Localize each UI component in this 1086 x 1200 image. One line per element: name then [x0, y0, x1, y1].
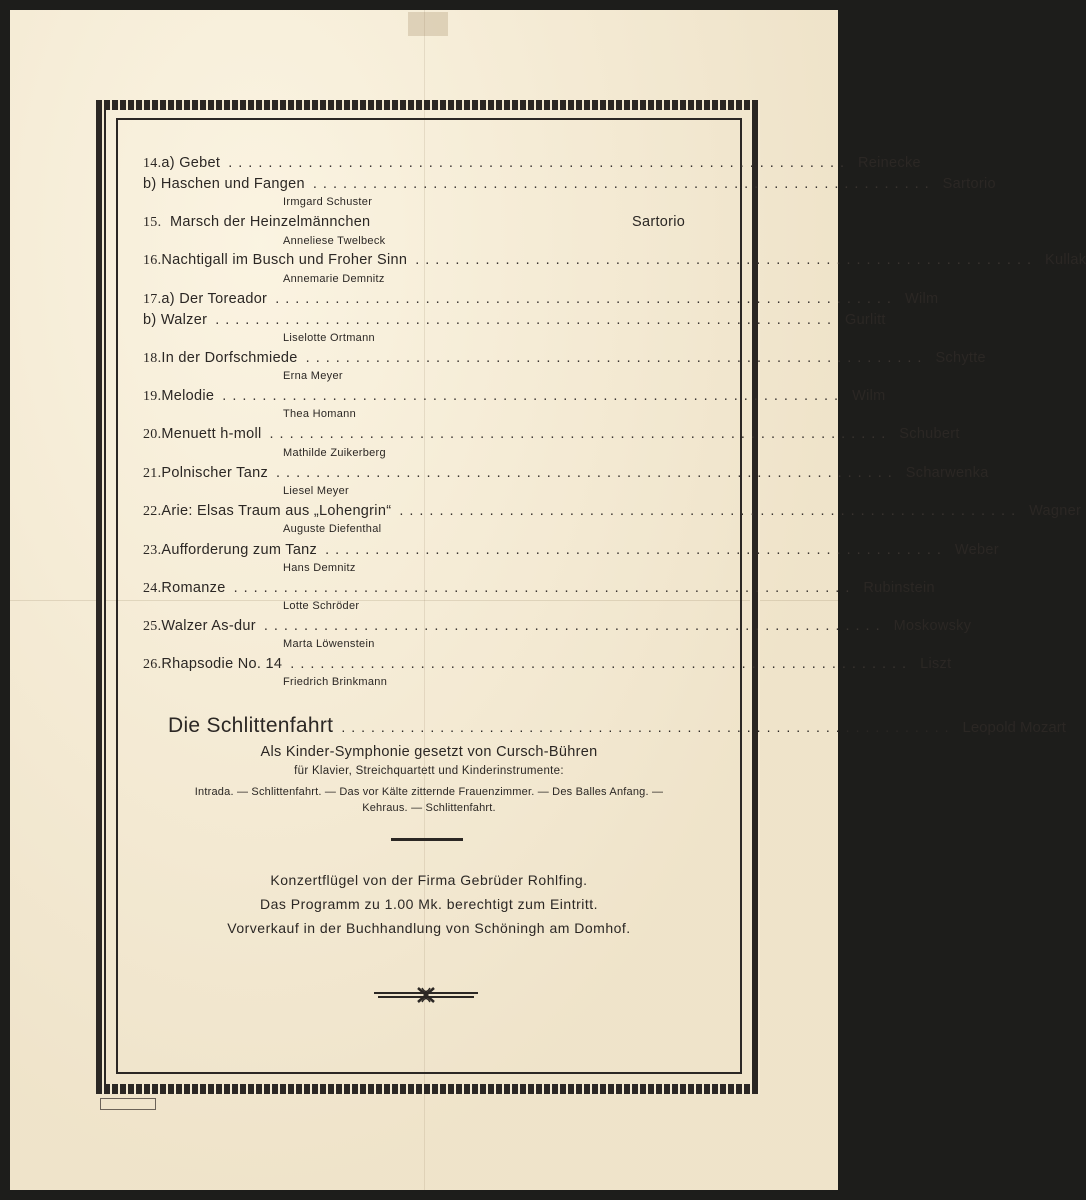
performer: Lotte Schröder [283, 600, 360, 612]
composer: Sartorio [942, 176, 996, 192]
dot-leader: .............................................................. [312, 176, 935, 192]
dot-leader: .............................................................. [415, 252, 1038, 268]
dot-leader: .............................................................. [215, 312, 837, 328]
piece-title: a) Der Toreador [161, 291, 268, 307]
dot-leader: .............................................................. [399, 503, 1022, 519]
dot-leader: .............................................................. [325, 542, 947, 558]
finale-instrumentation: für Klavier, Streichquartett und Kinderinstrumente: [294, 765, 564, 777]
program-item-18 [143, 350, 986, 370]
performer: Anneliese Twelbeck [283, 235, 386, 247]
program-item-25 [143, 618, 972, 638]
performer: Thea Homann [283, 408, 357, 420]
composer: Rubinstein [863, 580, 935, 596]
item-number: 17. [143, 292, 162, 307]
performer: Auguste Diefenthal [283, 523, 382, 535]
program-item-19 [143, 388, 886, 408]
item-number: 16. [143, 253, 162, 268]
piece-title: Nachtigall im Busch und Froher Sinn [161, 252, 408, 268]
performer: Erna Meyer [283, 370, 343, 382]
finale-movements-line-1: Intrada. — Schlittenfahrt. — Das vor Kälte zitternde Frauenzimmer. — Des Balles Anfang. — [194, 786, 664, 798]
program-item-22 [143, 503, 1082, 523]
piece-title: In der Dorfschmiede [161, 350, 298, 366]
flourish-ornament-icon [374, 985, 478, 1005]
piece-title: a) Gebet [161, 155, 221, 171]
dot-leader: .............................................................. [305, 350, 928, 366]
item-number: 19. [143, 389, 162, 404]
dot-leader: .............................................................. [263, 618, 886, 634]
piano-note: Konzertflügel von der Firma Gebrüder Rohlfing. [270, 872, 588, 888]
piece-title: Aufforderung zum Tanz [161, 542, 318, 558]
composer: Reinecke [858, 155, 921, 171]
program-item-24 [143, 580, 935, 600]
item-number: 26. [143, 657, 162, 672]
program-item-15 [143, 214, 718, 234]
composer: Wagner [1029, 503, 1082, 519]
program-item-26 [143, 656, 952, 676]
piece-title: Romanze [161, 580, 226, 596]
piece-title: Arie: Elsas Traum aus „Lohengrin“ [161, 503, 392, 519]
performer: Hans Demnitz [283, 562, 356, 574]
piece-title: Melodie [161, 388, 215, 404]
item-number: 22. [143, 504, 162, 519]
piece-title: Walzer As-dur [161, 618, 256, 634]
item-number: 15. [143, 215, 162, 230]
section-divider [391, 838, 463, 841]
item-number: 18. [143, 351, 162, 366]
finale-composer: Leopold Mozart [962, 719, 1066, 736]
finale-row [168, 714, 1066, 738]
composer: Kullak [1045, 252, 1086, 268]
performer: Liesel Meyer [283, 485, 349, 497]
composer: Weber [954, 542, 999, 558]
composer: Schytte [935, 350, 986, 366]
piece-title: Marsch der Heinzelmännchen [170, 214, 371, 230]
dot-leader: .............................................................. [290, 656, 913, 672]
dot-leader: .............................................................. [222, 388, 845, 404]
composer: Moskowsky [893, 618, 972, 634]
composer: Gurlitt [844, 312, 886, 328]
item-number: 23. [143, 543, 162, 558]
printer-mark-icon [100, 1098, 156, 1110]
dot-leader: .............................................................. [228, 155, 851, 171]
performer: Mathilde Zuikerberg [283, 447, 386, 459]
composer: Schubert [899, 426, 960, 442]
program-item-23 [143, 542, 999, 562]
dot-leader: .............................................................. [233, 580, 856, 596]
dot-leader: .............................................................. [276, 465, 898, 481]
piece-title: b) Walzer [143, 312, 208, 328]
finale-subtitle: Als Kinder-Symphonie gesetzt von Cursch-Bühren [260, 744, 598, 760]
performer: Friedrich Brinkmann [283, 676, 388, 688]
piece-title: b) Haschen und Fangen [143, 176, 305, 192]
dot-leader: .............................................................. [275, 291, 897, 307]
program-item-16 [143, 252, 1086, 272]
program-item-14a [143, 155, 921, 175]
dot-leader: .............................................................. [341, 719, 955, 735]
item-number: 24. [143, 581, 162, 596]
item-number: 14. [143, 156, 162, 171]
composer: Wilm [852, 388, 886, 404]
program-item-14b [143, 176, 996, 196]
program-item-17a [143, 291, 939, 311]
program-item-17b [143, 312, 886, 332]
ticket-note: Das Programm zu 1.00 Mk. berechtigt zum Eintritt. [259, 896, 599, 912]
item-number: 20. [143, 427, 162, 442]
performer: Marta Löwenstein [283, 638, 375, 650]
composer: Wilm [904, 291, 939, 307]
piece-title: Menuett h-moll [161, 426, 262, 442]
performer: Annemarie Demnitz [283, 273, 385, 285]
program-item-21 [143, 465, 989, 485]
performer: Liselotte Ortmann [283, 332, 375, 344]
item-number: 21. [143, 466, 162, 481]
composer: Liszt [920, 656, 952, 672]
item-number: 25. [143, 619, 162, 634]
composer: Scharwenka [905, 465, 989, 481]
piece-title: Rhapsodie No. 14 [161, 656, 283, 672]
composer: Sartorio [632, 214, 686, 230]
presale-note: Vorverkauf in der Buchhandlung von Schöningh am Domhof. [227, 920, 631, 936]
piece-title: Polnischer Tanz [161, 465, 269, 481]
finale-movements-line-2: Kehraus. — Schlittenfahrt. [362, 802, 496, 814]
finale-title: Die Schlittenfahrt [168, 714, 334, 737]
dot-leader: .............................................................. [269, 426, 892, 442]
program-item-20 [143, 426, 960, 446]
performer: Irmgard Schuster [283, 196, 373, 208]
